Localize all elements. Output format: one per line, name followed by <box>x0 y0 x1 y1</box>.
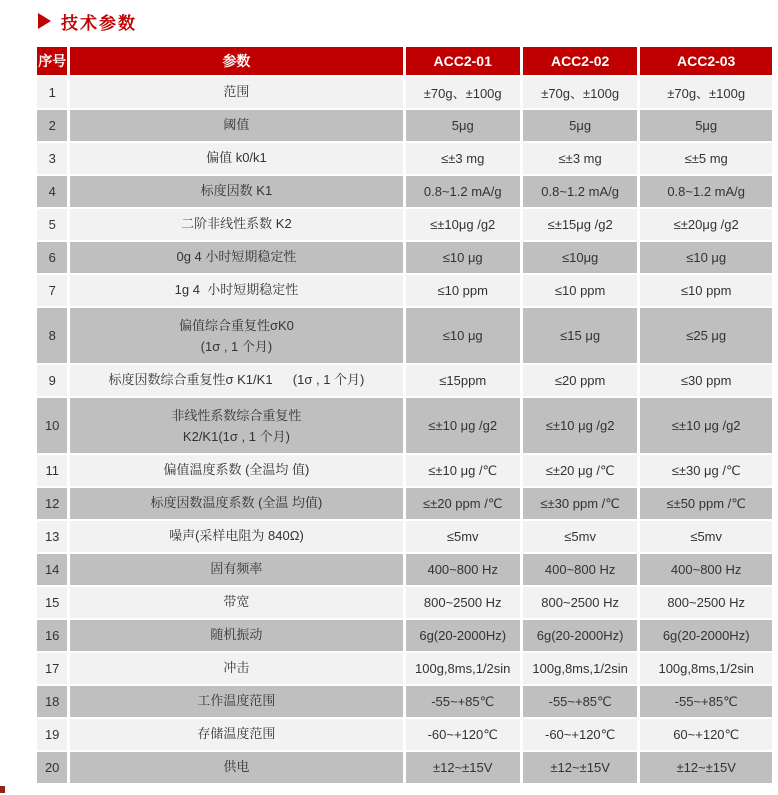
row-index-cell: 16 <box>37 620 67 651</box>
param-cell: 供电 <box>70 752 402 783</box>
value-cell-acc2-03: ≤±50 ppm /℃ <box>640 488 772 519</box>
value-cell-acc2-02: ≤20 ppm <box>523 365 637 396</box>
table-row <box>37 176 772 207</box>
value-cell-acc2-01: ≤10 μg <box>406 308 520 363</box>
value-cell-acc2-01: ≤±10 μg /℃ <box>406 455 520 486</box>
row-index-cell: 8 <box>37 308 67 363</box>
value-cell-acc2-02: 6g(20-2000Hz) <box>523 620 637 651</box>
table-row <box>37 242 772 273</box>
table-row <box>37 752 772 783</box>
param-cell: 二阶非线性系数 K2 <box>70 209 402 240</box>
col-header-acc2-03: ACC2-03 <box>640 47 772 75</box>
value-cell-acc2-01: ≤±10μg /g2 <box>406 209 520 240</box>
value-cell-acc2-01: 5μg <box>406 110 520 141</box>
value-cell-acc2-02: 100g,8ms,1/2sin <box>523 653 637 684</box>
value-cell-acc2-02: ≤±15μg /g2 <box>523 209 637 240</box>
row-index-cell: 18 <box>37 686 67 717</box>
param-cell: 冲击 <box>70 653 402 684</box>
param-cell: 标度因数 K1 <box>70 176 402 207</box>
param-cell: 存储温度范围 <box>70 719 402 750</box>
row-index-cell: 19 <box>37 719 67 750</box>
table-row <box>37 110 772 141</box>
value-cell-acc2-02: 800~2500 Hz <box>523 587 637 618</box>
section-marker-icon <box>38 13 51 29</box>
col-header-acc2-02: ACC2-02 <box>523 47 637 75</box>
row-index-cell: 15 <box>37 587 67 618</box>
row-index-cell: 13 <box>37 521 67 552</box>
value-cell-acc2-03: 5μg <box>640 110 772 141</box>
table-row <box>37 587 772 618</box>
param-cell <box>70 308 402 363</box>
param-line: (1σ , 1 个月) <box>200 338 273 354</box>
col-header-acc2-01: ACC2-01 <box>406 47 520 75</box>
table-row <box>37 209 772 240</box>
value-cell-acc2-01: 800~2500 Hz <box>406 587 520 618</box>
row-index-cell: 9 <box>37 365 67 396</box>
param-cell: 随机振动 <box>70 620 402 651</box>
header-row <box>37 47 772 75</box>
col-header-index: 序号 <box>37 47 67 75</box>
value-cell-acc2-01: ≤±20 ppm /℃ <box>406 488 520 519</box>
row-index-cell: 12 <box>37 488 67 519</box>
page-title: 技术参数 <box>61 13 137 33</box>
table-row <box>37 521 772 552</box>
param-cell: 0g 4 小时短期稳定性 <box>70 242 402 273</box>
param-cell: 偏值温度系数 (全温均 值) <box>70 455 402 486</box>
value-cell-acc2-02: ≤±3 mg <box>523 143 637 174</box>
table-row <box>37 719 772 750</box>
param-cell: 带宽 <box>70 587 402 618</box>
value-cell-acc2-03: ≤±20μg /g2 <box>640 209 772 240</box>
table-row <box>37 620 772 651</box>
table-row <box>37 653 772 684</box>
value-cell-acc2-02: ±12~±15V <box>523 752 637 783</box>
table-row <box>37 275 772 306</box>
table-row <box>37 143 772 174</box>
value-cell-acc2-01: ±12~±15V <box>406 752 520 783</box>
value-cell-acc2-02: -60~+120℃ <box>523 719 637 750</box>
value-cell-acc2-03: ≤25 μg <box>640 308 772 363</box>
value-cell-acc2-03: ≤30 ppm <box>640 365 772 396</box>
table-row <box>37 554 772 585</box>
value-cell-acc2-03: ≤±10 μg /g2 <box>640 398 772 453</box>
value-cell-acc2-01: ≤15ppm <box>406 365 520 396</box>
spec-table <box>34 45 775 785</box>
table-row <box>37 398 772 453</box>
row-index-cell: 14 <box>37 554 67 585</box>
value-cell-acc2-01: ±70g、±100g <box>406 77 520 108</box>
param-cell: 偏值 k0/k1 <box>70 143 402 174</box>
value-cell-acc2-03: 400~800 Hz <box>640 554 772 585</box>
value-cell-acc2-01: -55~+85℃ <box>406 686 520 717</box>
value-cell-acc2-02: ≤±30 ppm /℃ <box>523 488 637 519</box>
value-cell-acc2-01: 100g,8ms,1/2sin <box>406 653 520 684</box>
table-row <box>37 308 772 363</box>
value-cell-acc2-01: ≤±3 mg <box>406 143 520 174</box>
value-cell-acc2-03: 60~+120℃ <box>640 719 772 750</box>
table-row <box>37 77 772 108</box>
param-cell <box>70 398 402 453</box>
value-cell-acc2-03: ≤10 ppm <box>640 275 772 306</box>
row-index-cell: 5 <box>37 209 67 240</box>
value-cell-acc2-01: 400~800 Hz <box>406 554 520 585</box>
row-index-cell: 10 <box>37 398 67 453</box>
value-cell-acc2-01: ≤5mv <box>406 521 520 552</box>
table-row <box>37 455 772 486</box>
value-cell-acc2-03: ≤10 μg <box>640 242 772 273</box>
value-cell-acc2-02: ±70g、±100g <box>523 77 637 108</box>
value-cell-acc2-01: ≤10 ppm <box>406 275 520 306</box>
row-index-cell: 11 <box>37 455 67 486</box>
param-cell: 1g 4 小时短期稳定性 <box>70 275 402 306</box>
param-line: 非线性系数综合重复性 <box>171 407 302 423</box>
param-cell: 工作温度范围 <box>70 686 402 717</box>
value-cell-acc2-03: -55~+85℃ <box>640 686 772 717</box>
row-index-cell: 20 <box>37 752 67 783</box>
row-index-cell: 2 <box>37 110 67 141</box>
row-index-cell: 6 <box>37 242 67 273</box>
value-cell-acc2-01: 6g(20-2000Hz) <box>406 620 520 651</box>
value-cell-acc2-02: 0.8~1.2 mA/g <box>523 176 637 207</box>
row-index-cell: 4 <box>37 176 67 207</box>
param-cell: 噪声(采样电阻为 840Ω) <box>70 521 402 552</box>
value-cell-acc2-03: 100g,8ms,1/2sin <box>640 653 772 684</box>
value-cell-acc2-01: ≤±10 μg /g2 <box>406 398 520 453</box>
value-cell-acc2-02: ≤±20 μg /℃ <box>523 455 637 486</box>
value-cell-acc2-01: 0.8~1.2 mA/g <box>406 176 520 207</box>
row-index-cell: 1 <box>37 77 67 108</box>
value-cell-acc2-03: ≤5mv <box>640 521 772 552</box>
param-cell: 范围 <box>70 77 402 108</box>
value-cell-acc2-02: ≤10 ppm <box>523 275 637 306</box>
param-line: 偏值综合重复性σK0 <box>178 317 294 333</box>
corner-artifact <box>0 786 5 793</box>
value-cell-acc2-02: ≤10μg <box>523 242 637 273</box>
row-index-cell: 7 <box>37 275 67 306</box>
table-row <box>37 488 772 519</box>
value-cell-acc2-03: ≤±30 μg /℃ <box>640 455 772 486</box>
value-cell-acc2-02: 5μg <box>523 110 637 141</box>
section-title <box>0 0 778 33</box>
value-cell-acc2-02: ≤15 μg <box>523 308 637 363</box>
param-cell: 固有频率 <box>70 554 402 585</box>
value-cell-acc2-03: ≤±5 mg <box>640 143 772 174</box>
value-cell-acc2-03: ±70g、±100g <box>640 77 772 108</box>
table-row <box>37 686 772 717</box>
row-index-cell: 17 <box>37 653 67 684</box>
value-cell-acc2-02: -55~+85℃ <box>523 686 637 717</box>
value-cell-acc2-02: 400~800 Hz <box>523 554 637 585</box>
param-cell: 阈值 <box>70 110 402 141</box>
param-line: K2/K1(1σ , 1 个月) <box>182 428 290 444</box>
value-cell-acc2-02: ≤5mv <box>523 521 637 552</box>
value-cell-acc2-01: ≤10 μg <box>406 242 520 273</box>
value-cell-acc2-03: ±12~±15V <box>640 752 772 783</box>
param-cell: 标度因数综合重复性σ K1/K1 (1σ , 1 个月) <box>70 365 402 396</box>
param-cell: 标度因数温度系数 (全温 均值) <box>70 488 402 519</box>
table-row <box>37 365 772 396</box>
value-cell-acc2-03: 0.8~1.2 mA/g <box>640 176 772 207</box>
value-cell-acc2-03: 800~2500 Hz <box>640 587 772 618</box>
row-index-cell: 3 <box>37 143 67 174</box>
value-cell-acc2-01: -60~+120℃ <box>406 719 520 750</box>
col-header-param: 参数 <box>70 47 402 75</box>
value-cell-acc2-03: 6g(20-2000Hz) <box>640 620 772 651</box>
value-cell-acc2-02: ≤±10 μg /g2 <box>523 398 637 453</box>
